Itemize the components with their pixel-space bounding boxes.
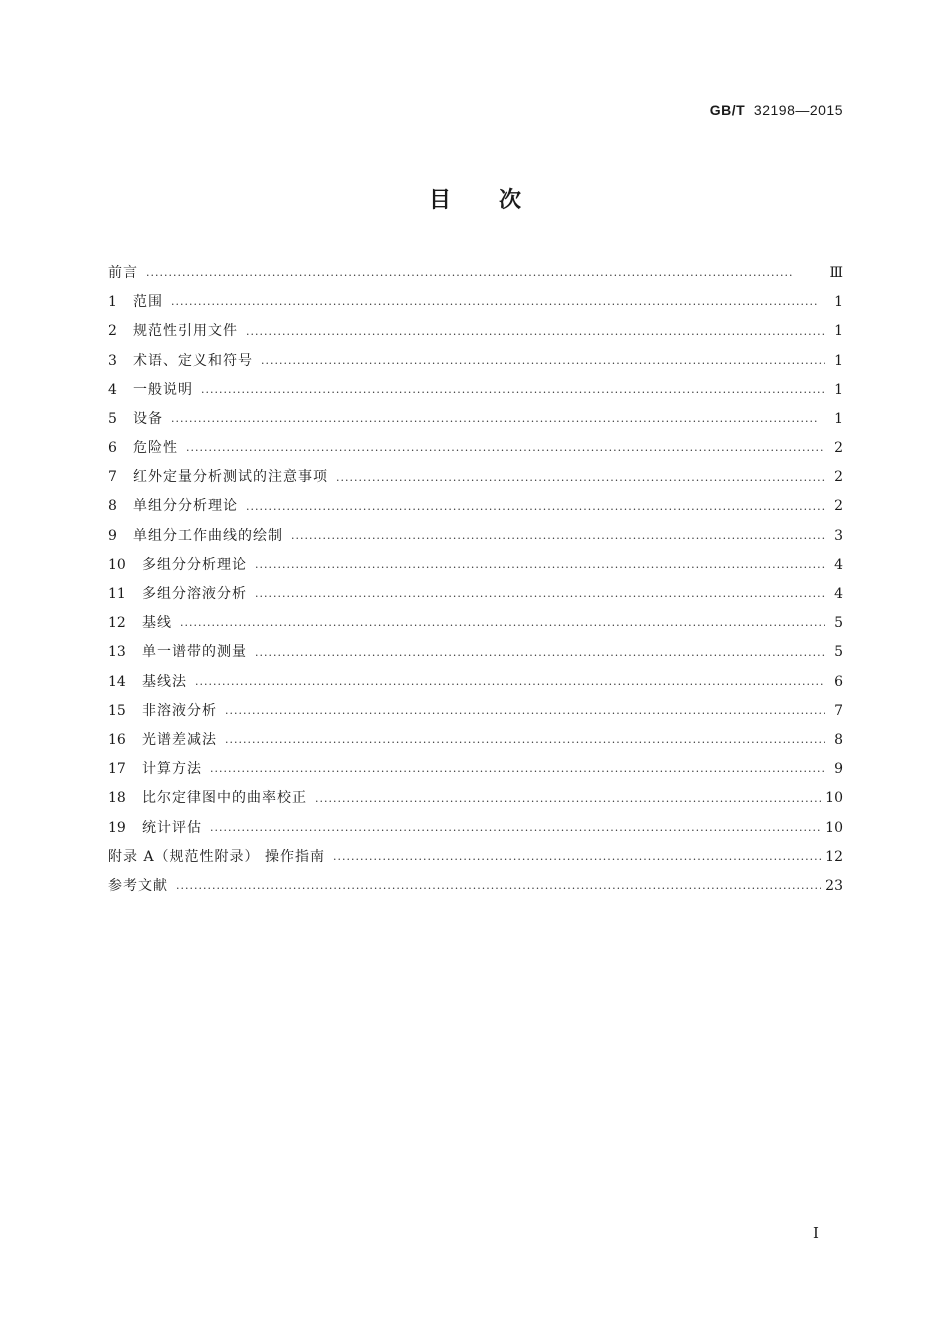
toc-leader-dots <box>210 760 825 784</box>
toc-entry-label: 设备 <box>133 410 163 427</box>
toc-entry-page: 23 <box>825 877 843 894</box>
toc-entry-label: 红外定量分析测试的注意事项 <box>133 469 328 486</box>
toc-entry-page: 3 <box>834 527 843 544</box>
toc-entry-label: 基线法 <box>142 673 187 690</box>
toc-entry-page: 10 <box>825 819 843 836</box>
toc-leader-dots <box>315 790 821 814</box>
toc-entry-number: 9 <box>108 527 117 544</box>
toc-entry-label: 单组分分析理论 <box>133 498 238 515</box>
toc-leader-dots <box>255 585 825 609</box>
toc-leader-dots <box>291 527 825 551</box>
toc-leader-dots <box>246 498 825 522</box>
toc-entry-number: 14 <box>108 673 126 690</box>
toc-entry[interactable] <box>108 405 843 434</box>
toc-entry[interactable] <box>108 814 843 843</box>
toc-leader-dots <box>246 323 825 347</box>
toc-entry-number: 6 <box>108 440 117 457</box>
toc-entry-page: 1 <box>834 352 843 369</box>
toc-leader-dots <box>336 469 825 493</box>
toc-entry-label: 计算方法 <box>142 761 202 778</box>
toc-entry[interactable] <box>108 697 843 726</box>
toc-entry-number: 15 <box>108 702 126 719</box>
toc-entry[interactable] <box>108 259 843 288</box>
toc-entry-page: 4 <box>834 556 843 573</box>
toc-entry-label: 比尔定律图中的曲率校正 <box>142 790 307 807</box>
toc-entry[interactable] <box>108 551 843 580</box>
toc-entry-number: 13 <box>108 644 126 661</box>
toc-leader-dots <box>146 264 825 288</box>
toc-leader-dots <box>333 848 821 872</box>
toc-entry-page: 2 <box>834 498 843 515</box>
toc-leader-dots <box>180 614 825 638</box>
toc-leader-dots <box>255 644 825 668</box>
toc-entry-number: 11 <box>108 586 126 603</box>
toc-entry-page: 7 <box>834 702 843 719</box>
toc-entry-number: 3 <box>108 352 117 369</box>
toc-entry[interactable] <box>108 843 843 872</box>
toc-entry-number: 7 <box>108 469 117 486</box>
toc-entry[interactable] <box>108 755 843 784</box>
toc-entry[interactable] <box>108 434 843 463</box>
toc-entry-label: 非溶液分析 <box>142 702 217 719</box>
toc-leader-dots <box>201 381 825 405</box>
page-title: 目次 <box>428 188 569 213</box>
toc-entry[interactable] <box>108 317 843 346</box>
toc-entry-page: 2 <box>834 440 843 457</box>
toc-leader-dots <box>210 819 821 843</box>
toc-leader-dots <box>171 410 825 434</box>
toc-entry-number: 2 <box>108 323 117 340</box>
toc-entry-label: 参考文献 <box>108 877 168 894</box>
toc-entry-number: 4 <box>108 381 117 398</box>
toc-entry-label: 多组分分析理论 <box>142 556 247 573</box>
toc-entry-label: 多组分溶液分析 <box>142 586 247 603</box>
toc-entry-page: 8 <box>834 731 843 748</box>
toc-entry-label: 范围 <box>133 294 163 311</box>
toc-entry-page: 10 <box>825 790 843 807</box>
toc-entry-page: 12 <box>825 848 843 865</box>
toc-entry-number: 5 <box>108 410 117 427</box>
toc-entry-number: 16 <box>108 731 126 748</box>
toc-leader-dots <box>261 352 825 376</box>
toc-entry-page: 5 <box>834 644 843 661</box>
toc-entry-page: Ⅲ <box>829 264 843 281</box>
toc-entry-number: 17 <box>108 761 126 778</box>
toc-entry[interactable] <box>108 668 843 697</box>
toc-entry-label: 规范性引用文件 <box>133 323 238 340</box>
toc-entry[interactable] <box>108 288 843 317</box>
toc-entry-page: 1 <box>834 323 843 340</box>
standard-code <box>710 102 843 118</box>
toc-entry[interactable] <box>108 580 843 609</box>
toc-entry-page: 4 <box>834 586 843 603</box>
toc-leader-dots <box>225 702 825 726</box>
toc-leader-dots <box>171 293 825 317</box>
toc-entry-label: 统计评估 <box>142 819 202 836</box>
toc-entry[interactable] <box>108 347 843 376</box>
toc-entry-number: 1 <box>108 294 117 311</box>
page-folio: I <box>813 1224 819 1242</box>
toc-entry-number: 10 <box>108 556 126 573</box>
toc-entry-label: 光谱差减法 <box>142 731 217 748</box>
toc-entry[interactable] <box>108 726 843 755</box>
table-of-contents <box>108 259 843 901</box>
toc-entry-page: 1 <box>834 381 843 398</box>
toc-entry[interactable] <box>108 638 843 667</box>
toc-entry-label: 一般说明 <box>133 381 193 398</box>
toc-entry[interactable] <box>108 784 843 813</box>
toc-entry-number: 12 <box>108 615 126 632</box>
toc-leader-dots <box>225 731 825 755</box>
toc-entry[interactable] <box>108 463 843 492</box>
toc-entry[interactable] <box>108 493 843 522</box>
toc-entry-label: 单组分工作曲线的绘制 <box>133 527 283 544</box>
toc-entry-label: 术语、定义和符号 <box>133 352 253 369</box>
toc-entry-label: 基线 <box>142 615 172 632</box>
toc-entry-number: 19 <box>108 819 126 836</box>
standard-number: 32198—2015 <box>753 102 843 118</box>
toc-entry-page: 1 <box>834 410 843 427</box>
toc-leader-dots <box>255 556 825 580</box>
toc-entry-page: 2 <box>834 469 843 486</box>
toc-entry-number: 18 <box>108 790 126 807</box>
toc-entry-label: 前言 <box>108 264 138 281</box>
toc-entry[interactable] <box>108 872 843 901</box>
toc-entry-page: 1 <box>834 294 843 311</box>
toc-entry-label: 附录 A（规范性附录） 操作指南 <box>108 848 326 865</box>
toc-entry[interactable] <box>108 376 843 405</box>
toc-entry-page: 5 <box>834 615 843 632</box>
toc-leader-dots <box>195 673 825 697</box>
toc-entry-label: 单一谱带的测量 <box>142 644 247 661</box>
toc-entry[interactable] <box>108 609 843 638</box>
toc-entry[interactable] <box>108 522 843 551</box>
toc-entry-number: 8 <box>108 498 117 515</box>
standard-prefix: GB/T <box>709 102 746 118</box>
toc-entry-page: 9 <box>834 761 843 778</box>
toc-entry-label: 危险性 <box>133 440 178 457</box>
toc-entry-page: 6 <box>834 673 843 690</box>
toc-leader-dots <box>186 439 825 463</box>
toc-leader-dots <box>176 877 821 901</box>
